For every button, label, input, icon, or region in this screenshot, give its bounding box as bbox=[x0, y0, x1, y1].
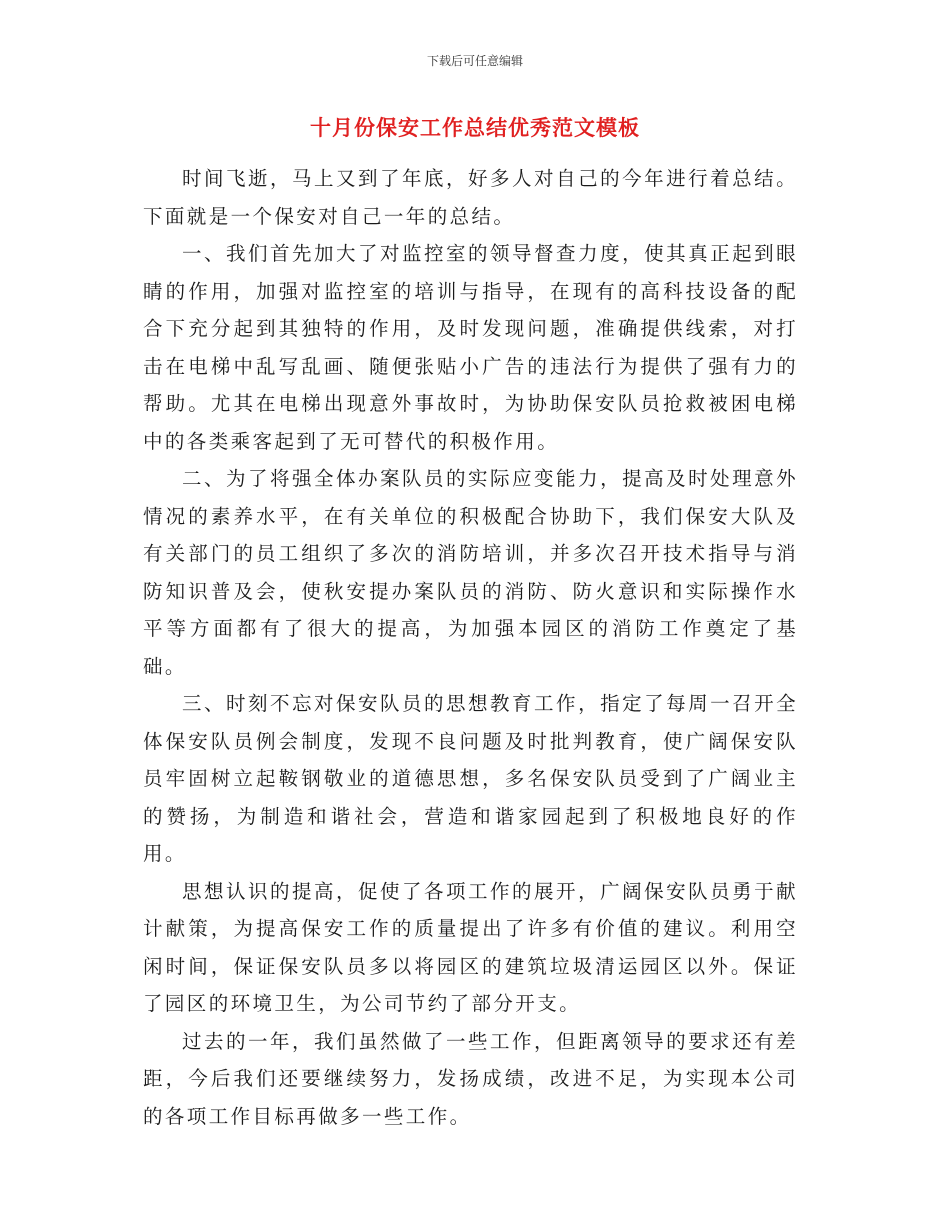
paragraph: 三、时刻不忘对保安队员的思想教育工作，指定了每周一召开全体保安队员例会制度，发现不良问题及时批判教育，使广阔保安队员牢固树立起鞍钢敬业的道德思想，多名保安队员受到了广阔业主的赞扬，为制造和谐社会，营造和谐家园起到了积极地良好的作用。 bbox=[143, 692, 798, 865]
document-title: 十月份保安工作总结优秀范文模板 bbox=[310, 116, 640, 140]
document-body bbox=[143, 160, 798, 1135]
header-note: 下载后可任意编辑 bbox=[426, 54, 523, 68]
paragraph: 一、我们首先加大了对监控室的领导督查力度，使其真正起到眼睛的作用，加强对监控室的培训与指导，在现有的高科技设备的配合下充分起到其独特的作用，及时发现问题，准确提供线索，对打击在电梯中乱写乱画、随便张贴小广告的违法行为提供了强有力的帮助。尤其在电梯出现意外事故时，为协助保安队员抢救被困电梯中的各类乘客起到了无可替代的积极作用。 bbox=[143, 242, 798, 453]
paragraph: 过去的一年，我们虽然做了一些工作，但距离领导的要求还有差距，今后我们还要继续努力，发扬成绩，改进不足，为实现本公司的各项工作目标再做多一些工作。 bbox=[143, 1029, 798, 1128]
paragraph: 时间飞逝，马上又到了年底，好多人对自己的今年进行着总结。下面就是一个保安对自己一年的总结。 bbox=[143, 167, 798, 228]
paragraph: 二、为了将强全体办案队员的实际应变能力，提高及时处理意外情况的素养水平，在有关单位的积极配合协助下，我们保安大队及有关部门的员工组织了多次的消防培训，并多次召开技术指导与消防知识普及会，使秋安提办案队员的消防、防火意识和实际操作水平等方面都有了很大的提高，为加强本园区的消防工作奠定了基础。 bbox=[143, 467, 798, 678]
paragraph: 思想认识的提高，促使了各项工作的展开，广阔保安队员勇于献计献策，为提高保安工作的质量提出了许多有价值的建议。利用空闲时间，保证保安队员多以将园区的建筑垃圾清运园区以外。保证了园区的环境卫生，为公司节约了部分开支。 bbox=[143, 879, 798, 1015]
